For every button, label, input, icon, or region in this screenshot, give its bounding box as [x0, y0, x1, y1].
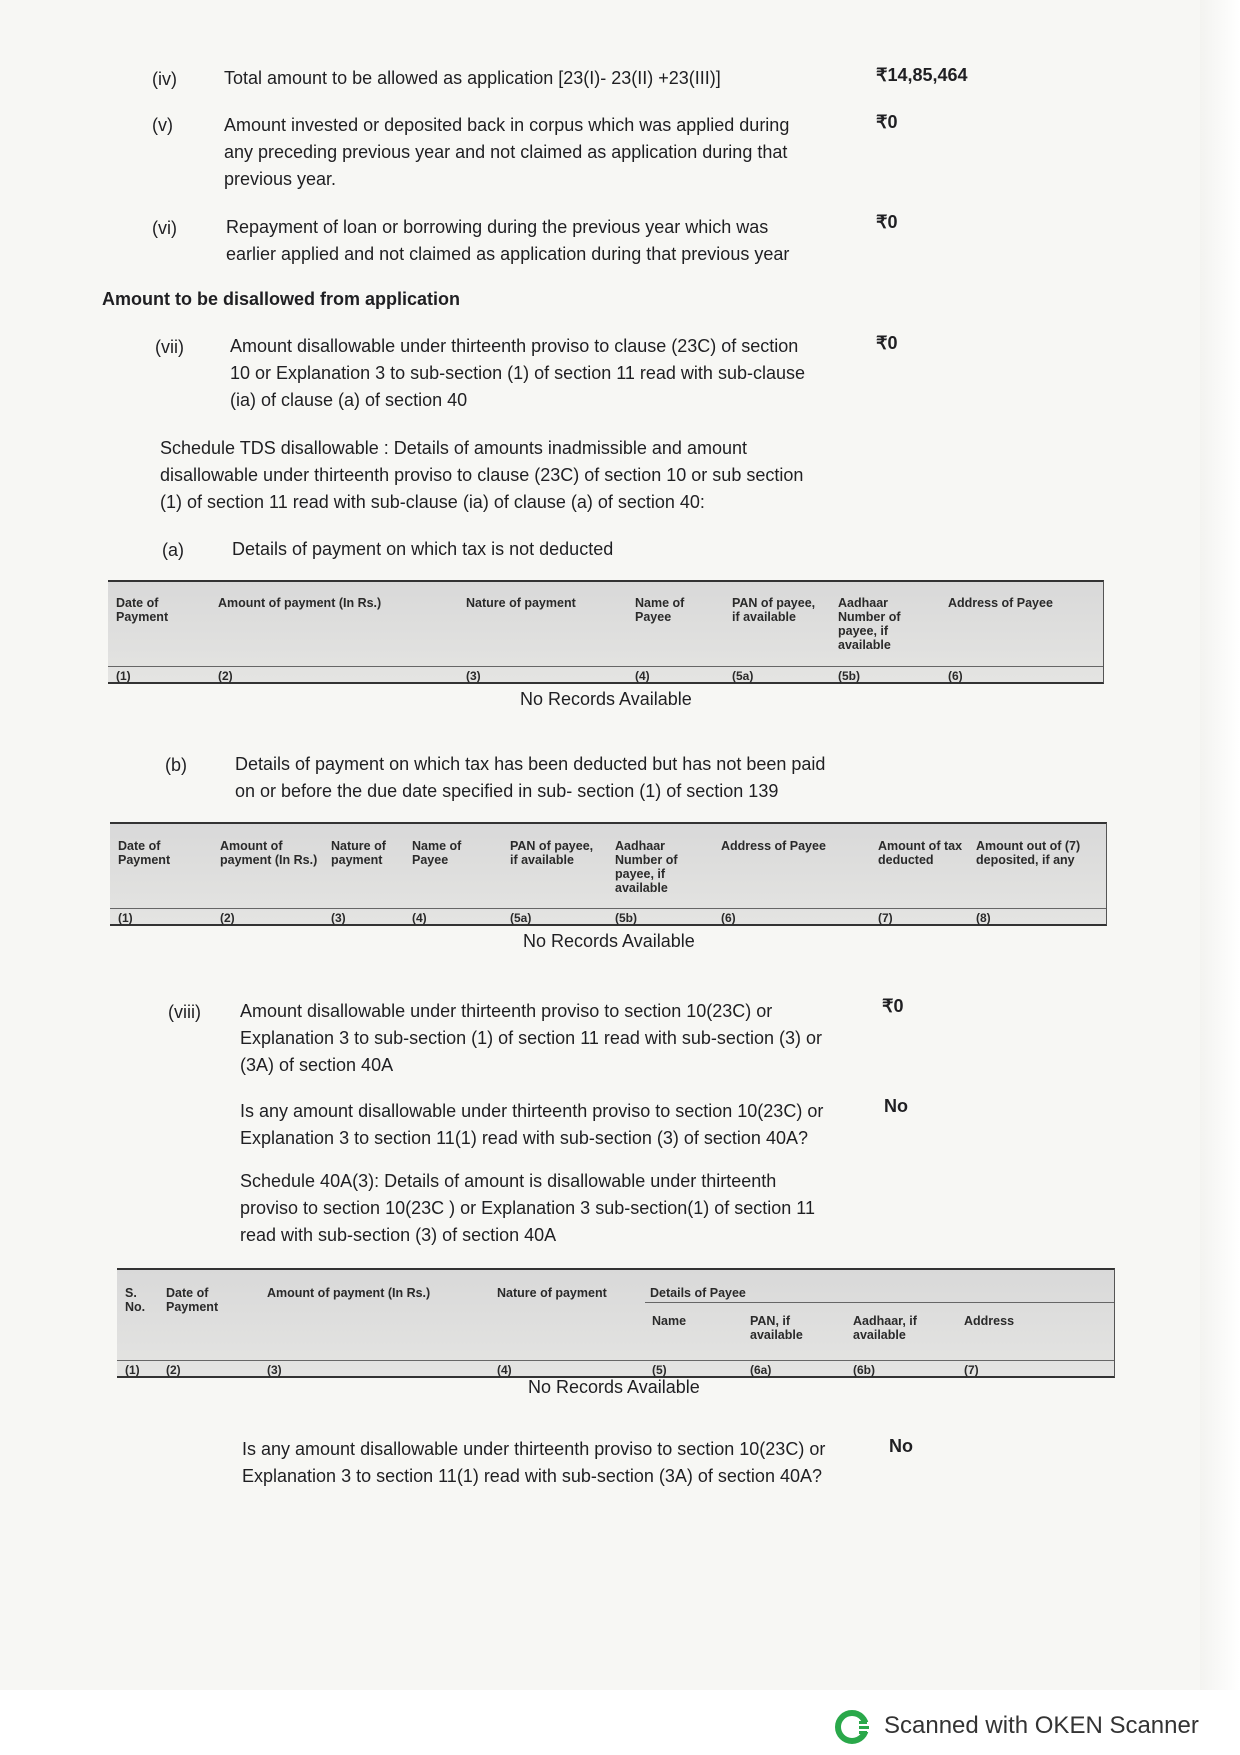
- table-c-colnum-4: (4): [497, 1363, 512, 1377]
- item-vii-amount: ₹0: [876, 333, 898, 353]
- table-b-colnum-6: (6): [721, 911, 736, 925]
- scanner-watermark: Scanned with OKEN Scanner: [884, 1712, 1199, 1739]
- oken-scanner-logo-icon: [835, 1708, 873, 1746]
- table-b-no-records: No Records Available: [523, 931, 695, 951]
- table-c-col-address: Address: [964, 1314, 1015, 1328]
- question-1-line-1: Is any amount disallowable under thirteenth proviso to section 10(23C) or: [240, 1101, 824, 1121]
- schedule-tds-line-3: (1) of section 11 read with sub-clause (ia) of clause (a) of section 40:: [160, 492, 705, 512]
- table-b-col-name: Name of Payee: [412, 839, 462, 867]
- table-c-colnum-6a: (6a): [750, 1363, 772, 1377]
- item-iv-amount: ₹14,85,464: [876, 65, 968, 85]
- table-c-colnum-1: (1): [125, 1363, 140, 1377]
- table-b-colnum-7: (7): [878, 911, 893, 925]
- item-viii-amount: ₹0: [882, 996, 904, 1016]
- table-c-divider: [117, 1360, 1114, 1361]
- table-a-col-nature: Nature of payment: [466, 596, 576, 610]
- item-iv-text: Total amount to be allowed as application [23(I)- 23(II) +23(III)]: [224, 68, 721, 88]
- item-v-line-1: Amount invested or deposited back in corpus which was applied during: [224, 115, 790, 135]
- part-a-number: (a): [162, 540, 184, 560]
- table-c-colnum-6b: (6b): [853, 1363, 875, 1377]
- table-b-divider: [110, 908, 1106, 909]
- table-b-col-amount: Amount of payment (In Rs.): [220, 839, 318, 867]
- table-b-col-aadhaar: Aadhaar Number of payee, if available: [615, 839, 678, 895]
- schedule-tds-line-1: Schedule TDS disallowable : Details of amounts inadmissible and amount: [160, 438, 747, 458]
- table-a-col-aadhaar: Aadhaar Number of payee, if available: [838, 596, 901, 652]
- table-b-colnum-2: (2): [220, 911, 235, 925]
- table-c-payee-group: Details of Payee: [650, 1286, 746, 1300]
- item-viii-line-1: Amount disallowable under thirteenth proviso to section 10(23C) or: [240, 1001, 773, 1021]
- table-a-colnum-2: (2): [218, 669, 233, 683]
- table-a-col-amount: Amount of payment (In Rs.): [218, 596, 382, 610]
- item-v-amount: ₹0: [876, 112, 898, 132]
- table-b-colnum-5a: (5a): [510, 911, 532, 925]
- item-v-line-2: any preceding previous year and not claimed as application during that: [224, 142, 788, 162]
- table-a-no-records: No Records Available: [520, 689, 692, 709]
- item-iv-number: (iv): [152, 69, 177, 89]
- table-b-header: [110, 822, 1107, 926]
- part-b-line-1: Details of payment on which tax has been deducted but has not been paid: [235, 754, 826, 774]
- table-c-colnum-7: (7): [964, 1363, 979, 1377]
- table-c-payee-rule: [645, 1302, 1114, 1303]
- item-vi-amount: ₹0: [876, 212, 898, 232]
- item-vii-line-2: 10 or Explanation 3 to sub-section (1) of section 11 read with sub-clause: [230, 363, 805, 383]
- schedule-40a-line-1: Schedule 40A(3): Details of amount is disallowable under thirteenth: [240, 1171, 777, 1191]
- table-b-col-deposited: Amount out of (7) deposited, if any: [976, 839, 1081, 867]
- item-vii-line-3: (ia) of clause (a) of section 40: [230, 390, 468, 410]
- schedule-tds-line-2: disallowable under thirteenth proviso to clause (23C) of section 10 or sub section: [160, 465, 804, 485]
- question-2-line-2: Explanation 3 to section 11(1) read with sub-section (3A) of section 40A?: [242, 1466, 822, 1486]
- item-vii-number: (vii): [155, 337, 184, 357]
- table-c-col-date: Date of Payment: [166, 1286, 219, 1314]
- table-c-col-amount: Amount of payment (In Rs.): [267, 1286, 431, 1300]
- table-b-col-nature: Nature of payment: [331, 839, 386, 867]
- item-viii-line-2: Explanation 3 to sub-section (1) of section 11 read with sub-section (3) or: [240, 1028, 822, 1048]
- question-2-answer: No: [889, 1436, 913, 1456]
- table-a-col-date: Date of Payment: [116, 596, 169, 624]
- table-c-colnum-2: (2): [166, 1363, 181, 1377]
- table-b-colnum-5b: (5b): [615, 911, 637, 925]
- table-c-col-pan: PAN, if available: [750, 1314, 803, 1342]
- question-2-line-1: Is any amount disallowable under thirteenth proviso to section 10(23C) or: [242, 1439, 826, 1459]
- item-vi-number: (vi): [152, 218, 177, 238]
- item-v-number: (v): [152, 115, 173, 135]
- table-b-colnum-3: (3): [331, 911, 346, 925]
- table-a-col-pan: PAN of payee, if available: [732, 596, 816, 624]
- disallowed-heading: Amount to be disallowed from application: [102, 289, 461, 309]
- item-viii-line-3: (3A) of section 40A: [240, 1055, 394, 1075]
- table-b-col-pan: PAN of payee, if available: [510, 839, 594, 867]
- table-b-col-date: Date of Payment: [118, 839, 171, 867]
- table-a-colnum-1: (1): [116, 669, 131, 683]
- part-a-text: Details of payment on which tax is not deducted: [232, 539, 614, 559]
- table-a-col-address: Address of Payee: [948, 596, 1053, 610]
- question-1-answer: No: [884, 1096, 908, 1116]
- table-c-col-name: Name: [652, 1314, 687, 1328]
- item-vi-line-1: Repayment of loan or borrowing during the previous year which was: [226, 217, 769, 237]
- table-c-col-aadhaar: Aadhaar, if available: [853, 1314, 917, 1342]
- question-1-line-2: Explanation 3 to section 11(1) read with sub-section (3) of section 40A?: [240, 1128, 808, 1148]
- page-edge: [1200, 0, 1240, 1690]
- table-a-colnum-5b: (5b): [838, 669, 860, 683]
- table-c-col-sno: S. No.: [125, 1286, 146, 1314]
- schedule-40a-line-2: proviso to section 10(23C ) or Explanation 3 sub-section(1) of section 11: [240, 1198, 815, 1218]
- table-b-colnum-4: (4): [412, 911, 427, 925]
- table-a-colnum-3: (3): [466, 669, 481, 683]
- schedule-40a-line-3: read with sub-section (3) of section 40A: [240, 1225, 557, 1245]
- table-a-header: [108, 580, 1104, 684]
- table-b-colnum-1: (1): [118, 911, 133, 925]
- table-c-colnum-3: (3): [267, 1363, 282, 1377]
- item-viii-number: (viii): [168, 1002, 201, 1022]
- part-b-line-2: on or before the due date specified in sub- section (1) of section 139: [235, 781, 779, 801]
- table-a-col-name: Name of Payee: [635, 596, 685, 624]
- table-a-colnum-5a: (5a): [732, 669, 754, 683]
- item-vii-line-1: Amount disallowable under thirteenth proviso to clause (23C) of section: [230, 336, 799, 356]
- table-b-col-address: Address of Payee: [721, 839, 826, 853]
- table-c-colnum-5: (5): [652, 1363, 667, 1377]
- item-v-line-3: previous year.: [224, 169, 337, 189]
- table-b-col-tax-deducted: Amount of tax deducted: [878, 839, 963, 867]
- table-a-divider: [108, 666, 1103, 667]
- item-vi-line-2: earlier applied and not claimed as application during that previous year: [226, 244, 790, 264]
- table-a-colnum-6: (6): [948, 669, 963, 683]
- table-c-no-records: No Records Available: [528, 1377, 700, 1397]
- table-a-colnum-4: (4): [635, 669, 650, 683]
- table-c-col-nature: Nature of payment: [497, 1286, 607, 1300]
- part-b-number: (b): [165, 755, 187, 775]
- table-c-header: [117, 1268, 1115, 1378]
- table-b-colnum-8: (8): [976, 911, 991, 925]
